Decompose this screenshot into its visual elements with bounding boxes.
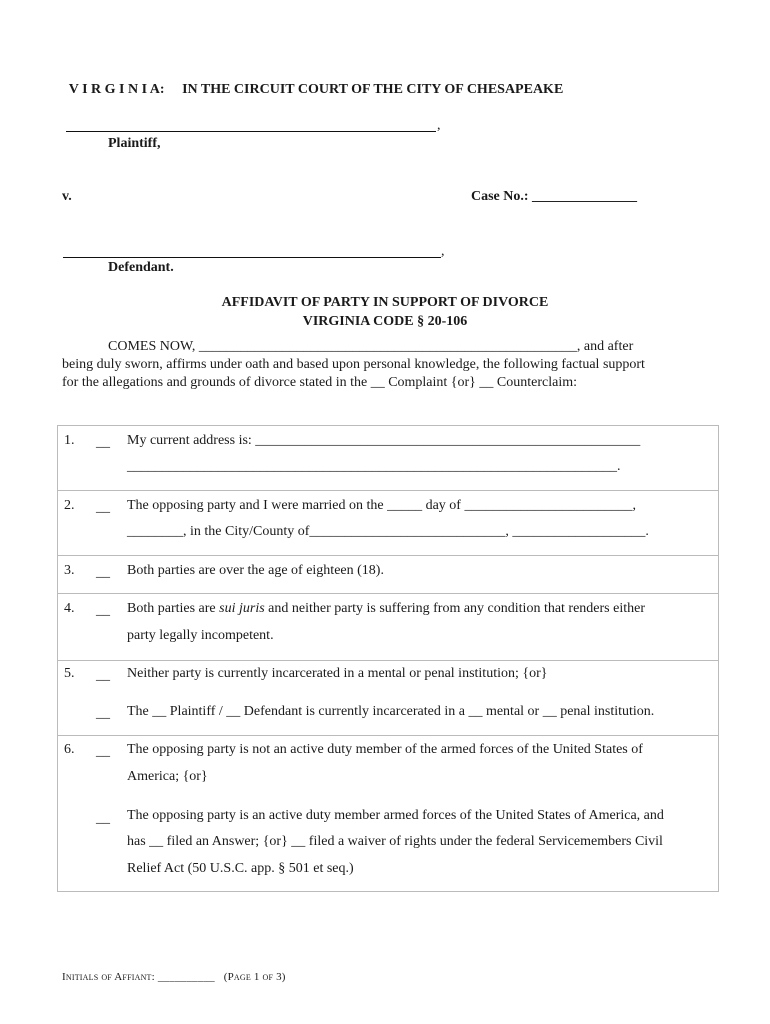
row-divider — [58, 555, 718, 556]
marriage-place-line[interactable]: ________, in the City/County of____________________________, ___________________. — [127, 524, 649, 539]
row-divider — [58, 490, 718, 491]
competency-statement-cont: party legally incompetent. — [127, 628, 274, 643]
incarcerated-statement[interactable]: The __ Plaintiff / __ Defendant is currently incarcerated in a __ mental or __ penal institution. — [127, 704, 655, 719]
versus-label: v. — [62, 189, 72, 204]
row-divider — [58, 660, 718, 661]
item-checkbox[interactable]: __ — [96, 744, 110, 759]
defendant-comma: , — [441, 244, 445, 259]
item-number: 5. — [64, 666, 75, 681]
row-divider — [58, 593, 718, 594]
page-indicator: (Page 1 of 3) — [223, 971, 286, 983]
item-number: 3. — [64, 563, 75, 578]
item-checkbox[interactable]: __ — [96, 668, 110, 683]
military-statement-cite: Relief Act (50 U.S.C. app. § 501 et seq.) — [127, 861, 354, 876]
intro-line-3[interactable]: for the allegations and grounds of divorce stated in the __ Complaint {or} __ Counterclaim: — [62, 375, 577, 390]
not-military-statement-cont: America; {or} — [127, 769, 208, 784]
intro-line-2: being duly sworn, affirms under oath and based upon personal knowledge, the following factual support — [62, 357, 645, 372]
item-number: 4. — [64, 601, 75, 616]
item-checkbox[interactable]: __ — [96, 565, 110, 580]
military-statement-cont[interactable]: has __ filed an Answer; {or} __ filed a waiver of rights under the federal Servicemembers Civil — [127, 834, 663, 849]
page-footer — [62, 971, 286, 983]
code-citation: VIRGINIA CODE § 20-106 — [302, 314, 468, 329]
age-statement: Both parties are over the age of eighteen (18). — [127, 563, 384, 578]
defendant-label: Defendant. — [108, 260, 174, 275]
not-incarcerated-statement: Neither party is currently incarcerated in a mental or penal institution; {or} — [127, 666, 548, 681]
item-checkbox[interactable]: __ — [96, 706, 110, 721]
not-military-statement: The opposing party is not an active duty member of the armed forces of the United States of — [127, 742, 643, 757]
initials-of-affiant[interactable]: Initials of Affiant: __________ — [62, 971, 215, 983]
item-number: 1. — [64, 433, 75, 448]
item-checkbox[interactable]: __ — [96, 435, 110, 450]
allegations-table — [57, 425, 719, 892]
item-checkbox[interactable]: __ — [96, 500, 110, 515]
defendant-name-line[interactable] — [63, 257, 441, 258]
item-checkbox[interactable]: __ — [96, 811, 110, 826]
intro-line-1[interactable]: COMES NOW, ______________________________________________________, and after — [108, 339, 634, 354]
item-number: 6. — [64, 742, 75, 757]
court-header — [62, 66, 563, 98]
address-line-2[interactable]: ______________________________________________________________________. — [127, 459, 621, 474]
court-name: IN THE CIRCUIT COURT OF THE CITY OF CHESAPEAKE — [182, 82, 564, 97]
case-number-field[interactable]: Case No.: _______________ — [471, 189, 638, 204]
state-label: V I R G I N I A: — [68, 82, 165, 97]
row-divider — [58, 735, 718, 736]
item-checkbox[interactable]: __ — [96, 603, 110, 618]
item-number: 2. — [64, 498, 75, 513]
plaintiff-label: Plaintiff, — [108, 136, 161, 151]
competency-statement: Both parties are sui juris and neither party is suffering from any condition that renders either — [127, 601, 646, 616]
affidavit-title: AFFIDAVIT OF PARTY IN SUPPORT OF DIVORCE — [221, 295, 549, 310]
plaintiff-name-line[interactable] — [66, 131, 436, 132]
plaintiff-comma: , — [437, 118, 441, 133]
military-statement: The opposing party is an active duty member armed forces of the United States of America, and — [127, 808, 664, 823]
address-line-1[interactable]: My current address is: _______________________________________________________ — [127, 433, 641, 448]
marriage-date-line[interactable]: The opposing party and I were married on the _____ day of ________________________, — [127, 498, 636, 513]
